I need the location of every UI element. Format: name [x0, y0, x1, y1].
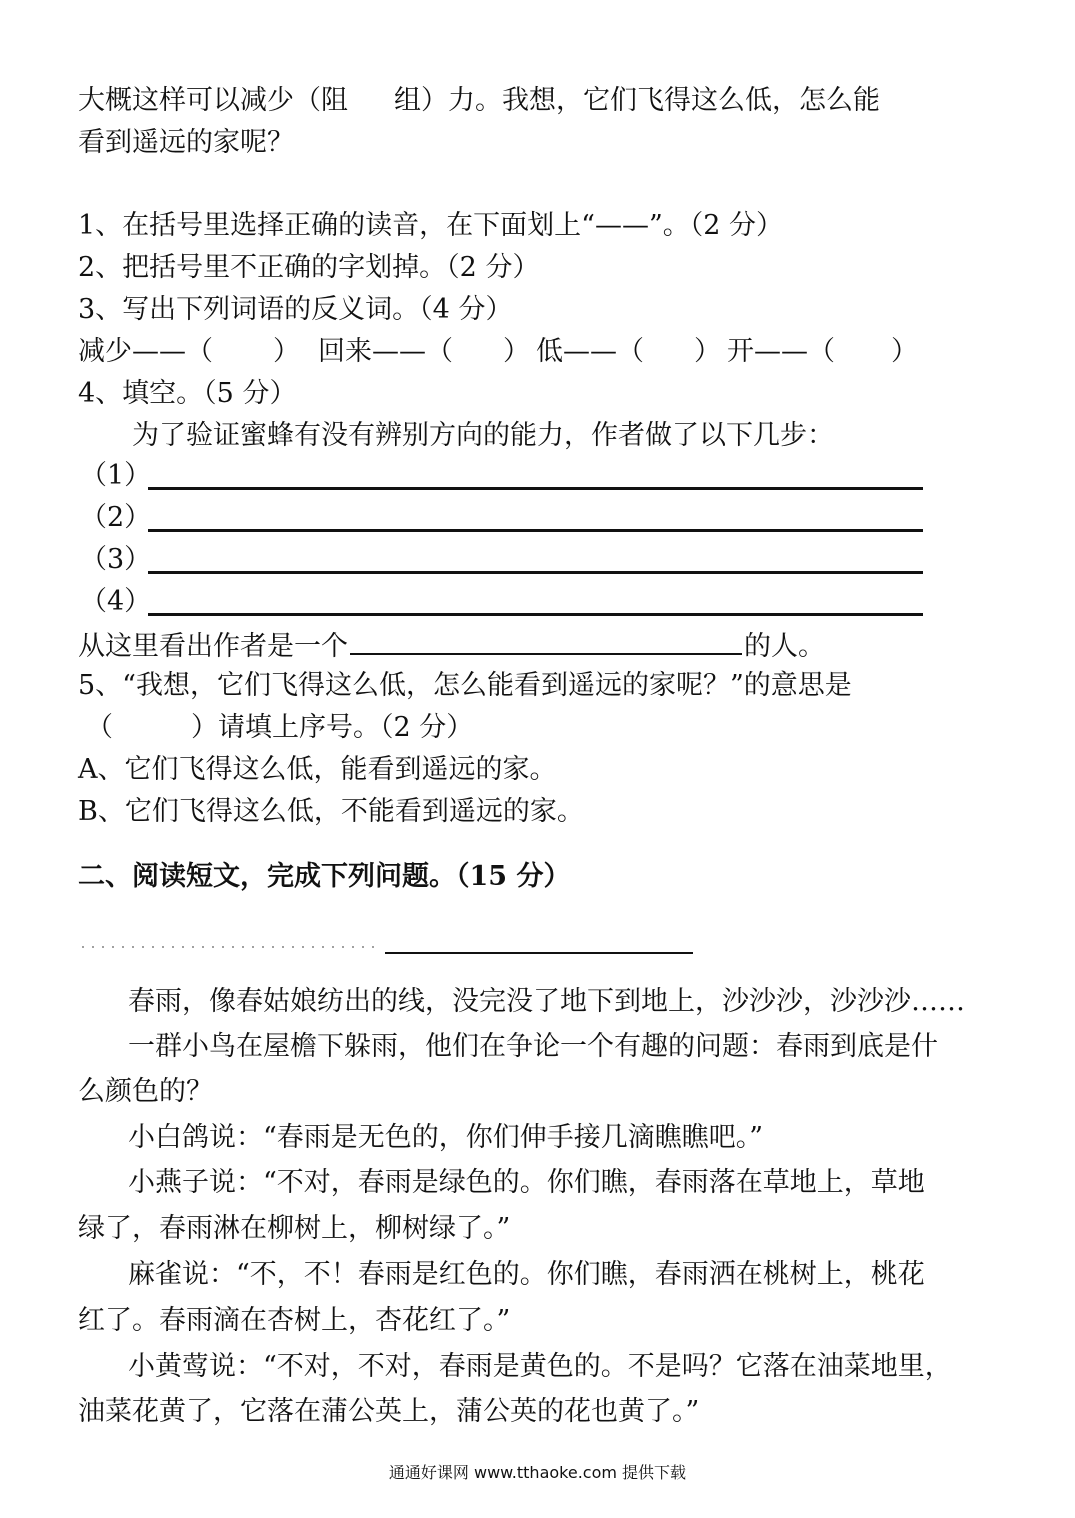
question-4: 4、填空。（5 分） [78, 378, 297, 409]
passage2-line: 小黄莺说：“不对，不对，春雨是黄色的。不是吗？它落在油菜地里， [128, 1351, 952, 1382]
passage2-line: 麻雀说：“不，不！春雨是红色的。你们瞧，春雨洒在桃树上，桃花 [128, 1259, 925, 1290]
passage-line: 看到遥远的家呢？ [78, 127, 294, 158]
answer-paren-open: （ [86, 712, 113, 743]
question-3: 3、写出下列词语的反义词。（4 分） [78, 294, 513, 325]
question-4-intro: 为了验证蜜蜂有没有辨别方向的能力，作者做了以下几步： [132, 420, 834, 451]
question-1: 1、在括号里选择正确的读音，在下面划上“——”。（2 分） [78, 210, 784, 241]
passage2-line: 一群小鸟在屋檐下躲雨，他们在争论一个有趣的问题：春雨到底是什 [128, 1031, 938, 1062]
passage2-line: 绿了，春雨淋在柳树上，柳树绿了。” [78, 1213, 511, 1244]
passage2-line: 么颜色的？ [78, 1076, 213, 1107]
antonym-word: 减少——（ [78, 336, 213, 367]
conclusion-text: 的人。 [744, 631, 825, 662]
antonym-word: 开——（ [727, 336, 835, 367]
antonym-close: ） [891, 336, 918, 367]
step-answer-line[interactable] [148, 529, 923, 532]
conclusion-text: 从这里看出作者是一个 [78, 631, 348, 662]
antonym-close: ） [273, 336, 300, 367]
step-answer-line[interactable] [148, 487, 923, 490]
step-answer-line[interactable] [148, 571, 923, 574]
step-label: （3） [80, 544, 152, 575]
step-label: （4） [80, 586, 152, 617]
antonym-close: ） [503, 336, 530, 367]
antonym-word: 回来——（ [318, 336, 453, 367]
passage-text: 大概这样可以减少（阻 [78, 85, 348, 116]
option-a: A、它们飞得这么低，能看到遥远的家。 [78, 754, 557, 785]
step-label: （2） [80, 502, 152, 533]
dotted-divider [78, 945, 378, 949]
question-2: 2、把括号里不正确的字划掉。（2 分） [78, 252, 540, 283]
passage2-line: 红了。春雨滴在杏树上，杏花红了。” [78, 1305, 511, 1336]
question-5: 5、“我想，它们飞得这么低，怎么能看到遥远的家呢？”的意思是 [78, 670, 852, 701]
conclusion-blank[interactable] [350, 627, 742, 655]
passage2-line: 小燕子说：“不对，春雨是绿色的。你们瞧，春雨落在草地上，草地 [128, 1167, 925, 1198]
passage2-line: 小白鸽说：“春雨是无色的，你们伸手接几滴瞧瞧吧。” [128, 1122, 764, 1153]
antonym-word: 低——（ [536, 336, 644, 367]
question-5-text: ）请填上序号。（2 分） [191, 712, 474, 743]
conclusion-line [78, 627, 825, 664]
title-blank-line[interactable] [385, 952, 693, 954]
antonym-close: ） [694, 336, 721, 367]
step-label: （1） [80, 460, 152, 491]
section-heading: 二、阅读短文，完成下列问题。（15 分） [78, 861, 571, 892]
passage2-line: 油菜花黄了，它落在蒲公英上，蒲公英的花也黄了。” [78, 1396, 700, 1427]
footer-credit: 通通好课网 www.tthaoke.com 提供下载 [388, 1463, 687, 1482]
antonym-row [78, 335, 918, 369]
passage-text: 组）力。我想，它们飞得这么低，怎么能 [394, 85, 880, 116]
step-answer-line[interactable] [148, 613, 923, 616]
passage2-line: 春雨，像春姑娘纺出的线，没完没了地下到地上，沙沙沙，沙沙沙…… [128, 986, 965, 1017]
question-5-answer [86, 711, 473, 745]
passage-line [78, 84, 880, 118]
option-b: B、它们飞得这么低，不能看到遥远的家。 [78, 796, 584, 827]
